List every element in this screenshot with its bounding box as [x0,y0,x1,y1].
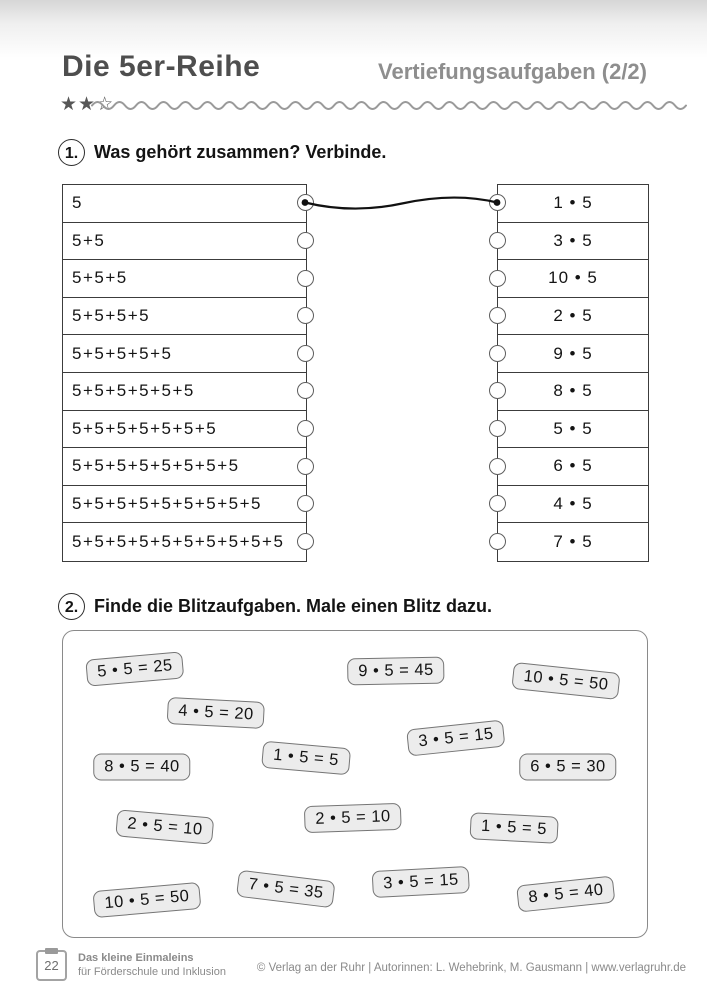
connector-dot-right[interactable] [489,232,506,249]
equation-card[interactable]: 4 • 5 = 20 [167,697,266,729]
page-number-badge [36,950,67,981]
connector-dot-left[interactable] [297,194,314,211]
exercise2-number-badge: 2. [58,593,85,620]
equation-card[interactable]: 8 • 5 = 40 [93,754,190,781]
series-line2: für Förderschule und Inklusion [78,966,226,978]
exercise2-prompt: Finde die Blitzaufgaben. Male einen Blitz dazu. [94,596,493,616]
match-right-item: 4 • 5 [498,486,648,524]
match-left-item: 5+5+5+5+5+5+5 [63,411,306,449]
match-left-item: 5+5+5+5+5+5 [63,373,306,411]
connector-dot-left[interactable] [297,420,314,437]
connector-dot-right[interactable] [489,495,506,512]
series-line1: Das kleine Einmaleins [78,952,194,964]
page-title: Die 5er-Reihe [62,50,261,83]
copyright-text: © Verlag an der Ruhr | Autorinnen: L. Wehebrink, M. Gausmann | www.verlagruhr.de [256,962,686,974]
equation-card[interactable]: 1 • 5 = 5 [469,812,558,844]
match-left-item: 5+5+5+5+5 [63,335,306,373]
connector-dot-right[interactable] [489,458,506,475]
match-left-item: 5+5+5+5+5+5+5+5+5+5 [72,532,285,552]
connector-dot-right[interactable] [489,420,506,437]
connector-dot-left[interactable] [297,382,314,399]
connector-dot-left[interactable] [297,495,314,512]
equation-card[interactable]: 1 • 5 = 5 [261,741,351,776]
connector-dot-right[interactable] [489,382,506,399]
wavy-divider [92,102,686,109]
series-title [78,951,226,979]
match-left-item: 5 [63,185,306,223]
match-left-item: 5+5+5+5+5+5+5+5+5 [63,486,306,524]
equation-card[interactable]: 3 • 5 = 15 [372,866,471,898]
match-right-item: 5 • 5 [498,411,648,449]
match-right-item: 9 • 5 [498,335,648,373]
connector-dot-left[interactable] [297,232,314,249]
connector-dot-left[interactable] [297,458,314,475]
page-subtitle: Vertiefungsaufgaben (2/2) [378,59,647,84]
equation-card[interactable]: 2 • 5 = 10 [115,809,214,844]
page-number: 22 [44,958,59,973]
exercise2-heading [58,593,492,620]
connector-dot-left[interactable] [297,345,314,362]
equation-card[interactable]: 10 • 5 = 50 [92,882,201,918]
exercise1-heading [58,139,386,166]
equation-card[interactable]: 5 • 5 = 25 [85,651,184,686]
match-left-item: 5+5+5+5 [63,298,306,336]
match-left-column [62,184,307,562]
connector-dot-right[interactable] [489,307,506,324]
match-right-item: 6 • 5 [498,448,648,486]
equation-card[interactable]: 6 • 5 = 30 [519,754,616,781]
match-left-item: 5+5+5 [63,260,306,298]
match-right-item: 10 • 5 [498,260,648,298]
connector-dot-right[interactable] [489,194,506,211]
exercise1-prompt: Was gehört zusammen? Verbinde. [94,142,387,162]
exercise1-number-badge: 1. [58,139,85,166]
equation-card[interactable]: 2 • 5 = 10 [304,803,402,833]
blitz-box [62,630,648,938]
match-right-item: 1 • 5 [498,185,648,223]
match-right-item: 2 • 5 [498,298,648,336]
connector-dot-right[interactable] [489,270,506,287]
match-right-item: 7 • 5 [553,532,593,552]
equation-card[interactable]: 7 • 5 = 35 [236,870,336,909]
match-right-column [497,184,649,562]
equation-card[interactable]: 3 • 5 = 15 [406,719,506,756]
connector-dot-left[interactable] [297,533,314,550]
equation-card[interactable]: 8 • 5 = 40 [516,875,616,912]
connector-dot-left[interactable] [297,270,314,287]
match-right-item: 3 • 5 [498,223,648,261]
connector-dot-right[interactable] [489,345,506,362]
difficulty-stars: ★★☆ [60,94,115,115]
match-right-item: 8 • 5 [498,373,648,411]
connection-line [305,197,497,208]
equation-card[interactable]: 9 • 5 = 45 [347,657,445,686]
equation-card[interactable]: 10 • 5 = 50 [511,662,620,700]
match-left-item: 5+5+5+5+5+5+5+5 [63,448,306,486]
connector-dot-left[interactable] [297,307,314,324]
connector-dot-right[interactable] [489,533,506,550]
match-left-item: 5+5 [63,223,306,261]
